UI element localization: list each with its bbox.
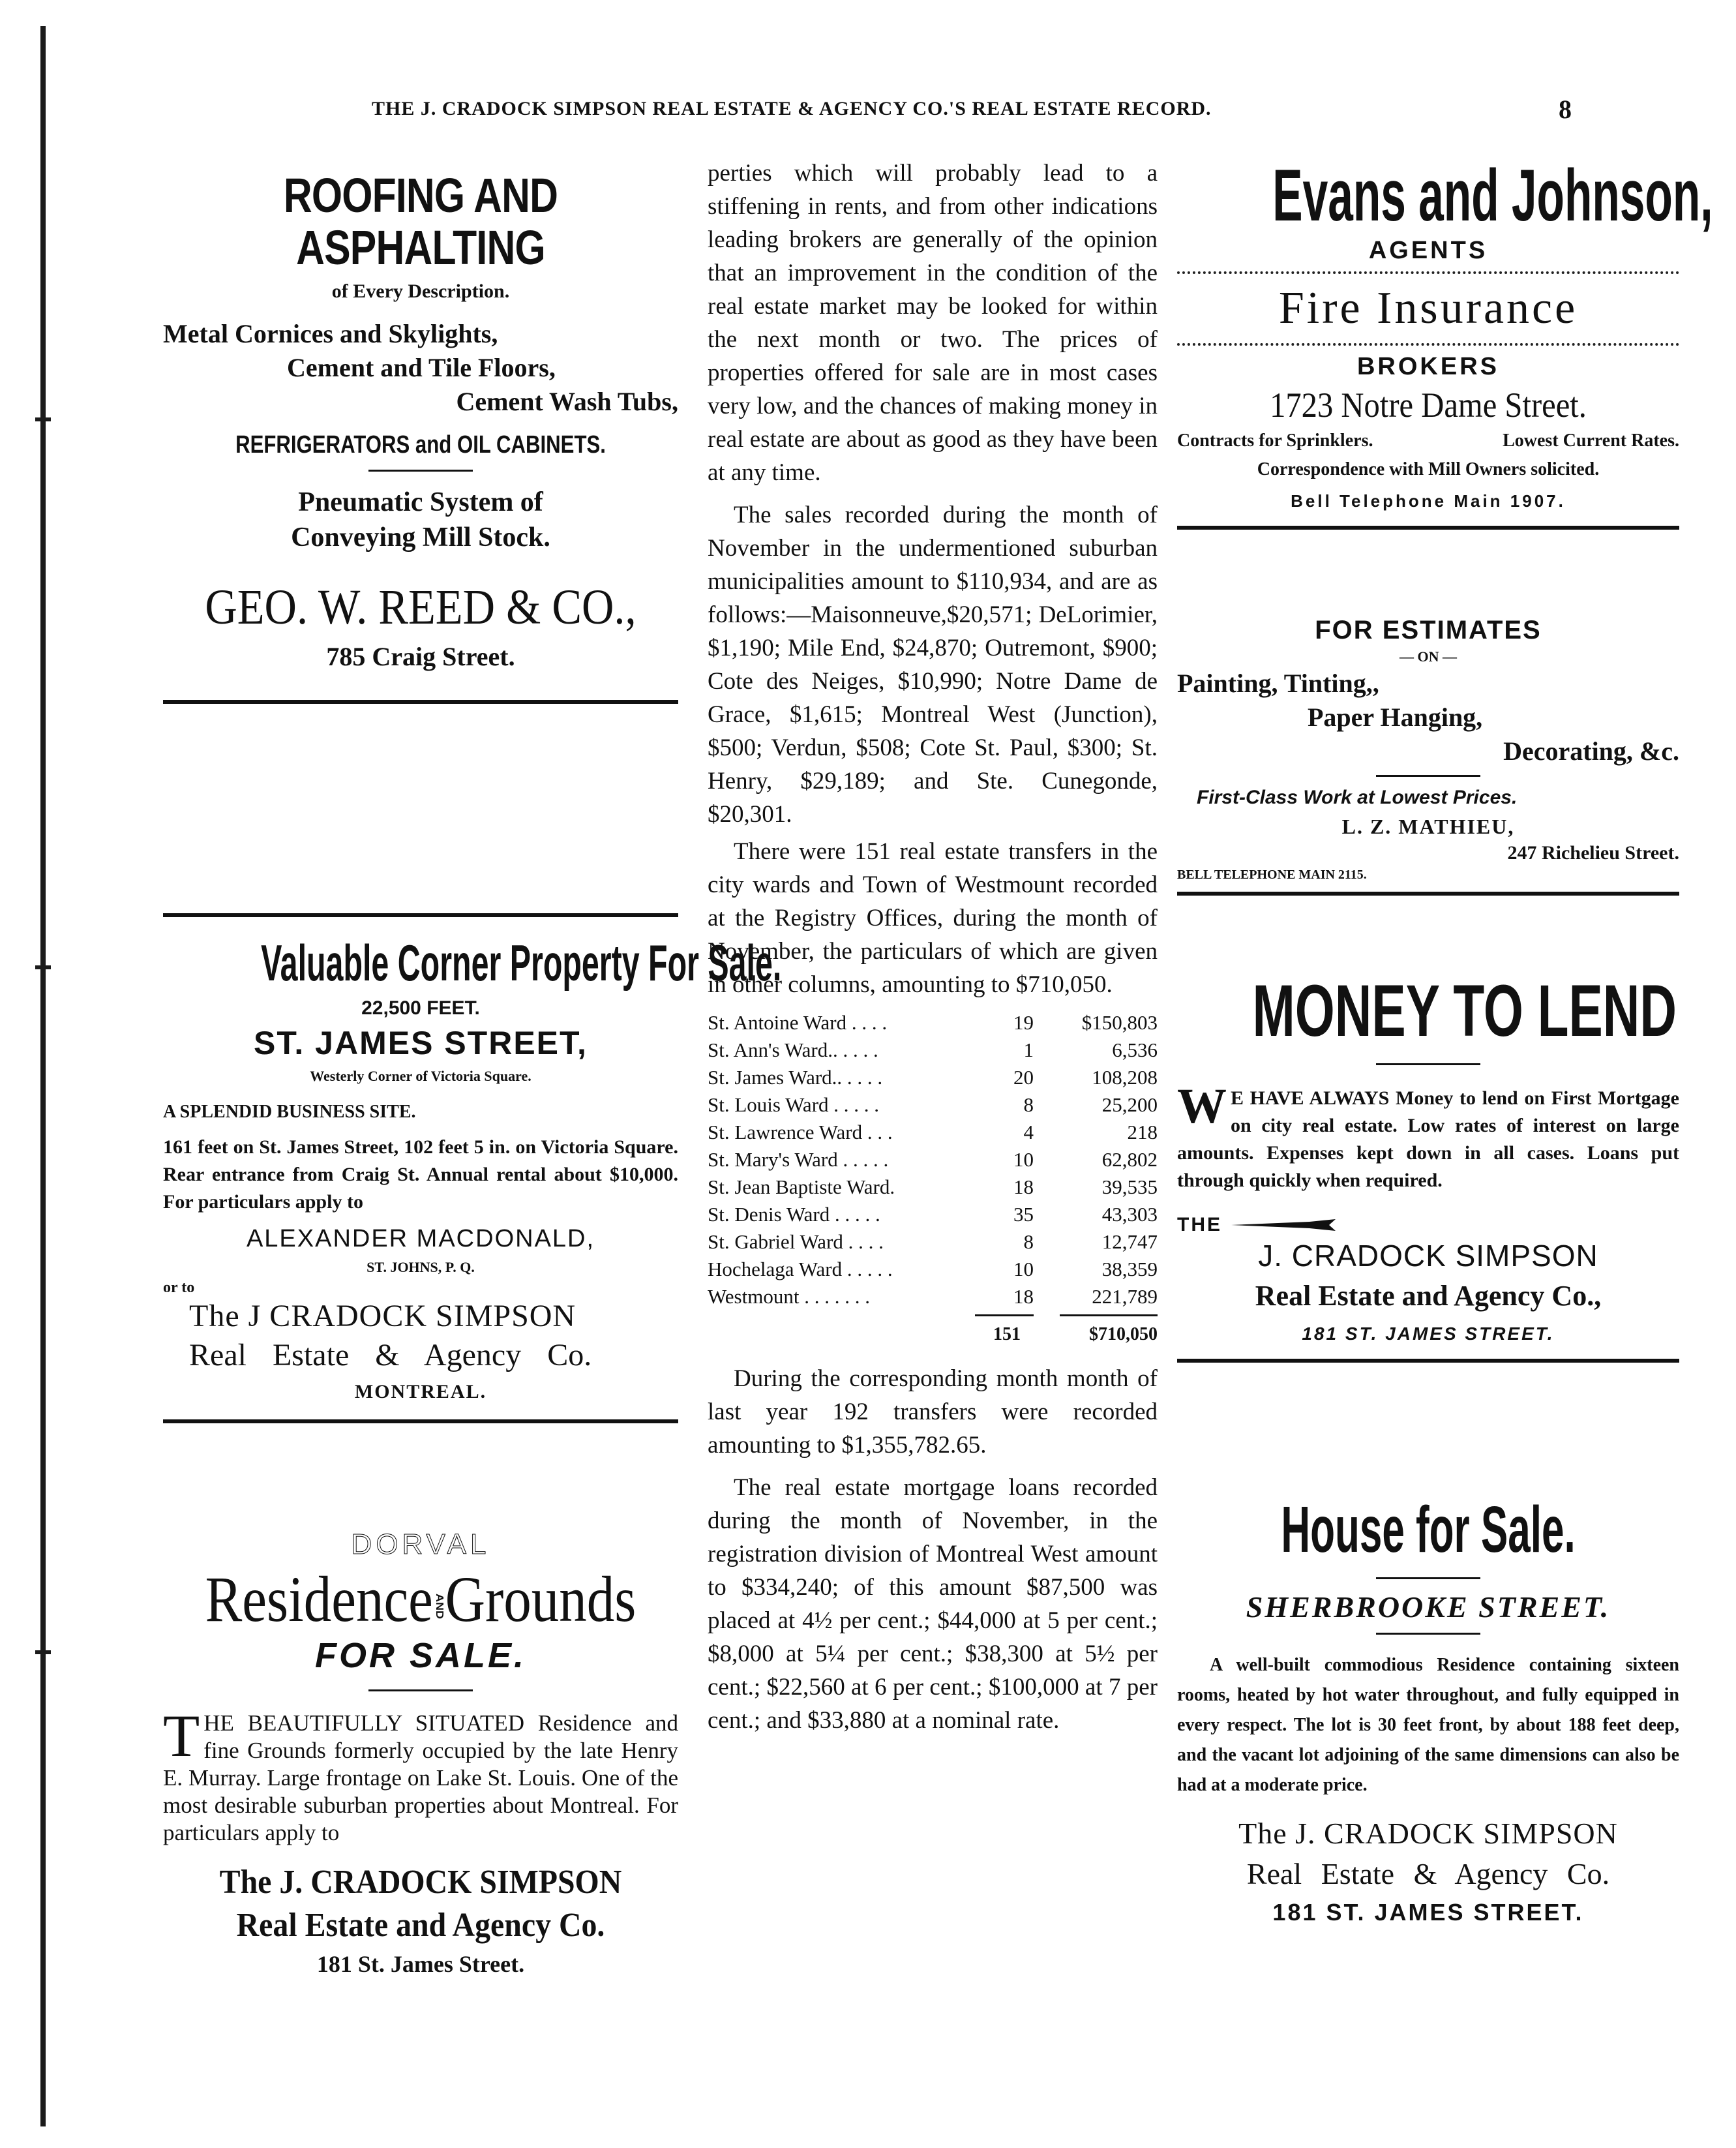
ward-transfers-table bbox=[708, 1009, 1158, 1310]
money-company-line-1: J. CRADOCK SIMPSON bbox=[1258, 1239, 1598, 1273]
corner-agent: ALEXANDER MACDONALD, bbox=[246, 1225, 595, 1252]
house-company-line-1: The J. CRADOCK SIMPSON bbox=[1238, 1817, 1618, 1850]
money-body bbox=[1177, 1079, 1679, 1194]
pneumatic-line-2: Conveying Mill Stock. bbox=[291, 522, 550, 552]
section-rule bbox=[163, 1419, 678, 1423]
corner-property-ad bbox=[163, 913, 782, 1423]
the-label: THE bbox=[1177, 1214, 1222, 1235]
divider bbox=[1376, 1577, 1480, 1579]
ward-name: St. Denis Ward . . . . . bbox=[708, 1203, 880, 1226]
article-paragraph-3: There were 151 real estate transfers in the city wards and Town of Westmount recorded at the Registry Offices, during the month of November, the particulars of which are given in other columns, amounting to $710,050. bbox=[708, 838, 1158, 998]
mathieu-address: 247 Richelieu Street. bbox=[1507, 842, 1679, 864]
ward-count: 1 bbox=[1023, 1038, 1034, 1061]
evans-address: 1723 Notre Dame Street. bbox=[1270, 386, 1587, 425]
roofing-ad bbox=[163, 170, 678, 704]
dropcap-w: W bbox=[1177, 1079, 1227, 1134]
ward-row bbox=[708, 1119, 1158, 1146]
reed-address: 785 Craig Street. bbox=[326, 642, 515, 671]
ward-count: 18 bbox=[1013, 1175, 1034, 1198]
ward-row bbox=[708, 1201, 1158, 1228]
ward-name: St. Gabriel Ward . . . . bbox=[708, 1230, 884, 1253]
money-address: 181 ST. JAMES STREET. bbox=[1302, 1324, 1555, 1344]
brokers-label: BROKERS bbox=[1356, 353, 1500, 380]
section-rule bbox=[1177, 526, 1679, 530]
corner-location: Westerly Corner of Victoria Square. bbox=[310, 1068, 531, 1084]
ward-row bbox=[708, 1091, 1158, 1119]
divider bbox=[1376, 1633, 1480, 1635]
article-paragraph-1: perties which will probably lead to a stiffening in rents, and from other indications leading brokers are generally of the opinion that an improvement in the condition of the real estate market may be looked for within the next month or two. The prices of properties offered for sale are in most cases very low, and the chances of making money in real estate are about as good as they have been at any time. bbox=[708, 160, 1158, 486]
ward-row bbox=[708, 1283, 1158, 1310]
section-rule bbox=[163, 913, 678, 917]
ward-row bbox=[708, 1146, 1158, 1173]
house-body: A well-built commodious Residence containing sixteen rooms, heated by hot water throughout, and fully equipped in every respect. The lot is 30 feet front, by about 188 feet deep, and the vacant lot adjoining of the same dimensions can also be had at a moderate price. bbox=[1177, 1655, 1679, 1795]
residence-grounds-title bbox=[202, 1563, 640, 1636]
ward-row bbox=[708, 1228, 1158, 1256]
ward-amount: 38,359 bbox=[1101, 1258, 1158, 1280]
binding-mark bbox=[35, 417, 51, 421]
correspondence-text: Correspondence with Mill Owners solicited. bbox=[1257, 459, 1600, 479]
dotted-rule bbox=[1177, 271, 1679, 274]
ward-row bbox=[708, 1173, 1158, 1201]
roofing-line-1: Metal Cornices and Skylights, bbox=[163, 319, 498, 348]
corner-street: ST. JAMES STREET, bbox=[254, 1025, 588, 1061]
ward-amount: 12,747 bbox=[1101, 1230, 1158, 1253]
money-title: MONEY TO LEND bbox=[1252, 970, 1677, 1051]
dorval-body-text: HE BEAUTIFULLY SITUATED Residence and fine Grounds formerly occupied by the late Henry E. Murray. Large frontage on Lake St. Louis. One of the most desirable suburban properties about Montreal. For particulars apply to bbox=[163, 1710, 678, 1845]
mathieu-name: L. Z. MATHIEU, bbox=[1341, 815, 1515, 838]
corner-title: Valuable Corner Property For Sale. bbox=[261, 934, 782, 991]
pointing-hand-icon bbox=[1231, 1218, 1336, 1232]
divider bbox=[368, 1689, 473, 1691]
residence-word: Residence bbox=[205, 1563, 433, 1635]
corner-splendid: A SPLENDID BUSINESS SITE. bbox=[163, 1102, 416, 1122]
ward-amount: 221,789 bbox=[1092, 1285, 1158, 1308]
ward-amount: 39,535 bbox=[1101, 1175, 1158, 1198]
ward-amount: 218 bbox=[1127, 1121, 1158, 1143]
ward-name: Westmount . . . . . . . bbox=[708, 1285, 870, 1308]
page-number: 8 bbox=[1559, 95, 1572, 124]
article-paragraph-5: The real estate mortgage loans recorded during the month of November, in the registration division of Montreal West amount to $334,240; of this amount $87,500 was placed at 4½ per cent.; $44,000 at 5 per cent.; $8,000 at 5¼ per cent.; $38,300 at 5½ per cent.; $22,560 at 6 per cent.; $100,000 at 7 per cent.; and $33,880 at a nominal rate. bbox=[708, 1474, 1158, 1734]
section-rule bbox=[1177, 892, 1679, 896]
ward-name: St. Louis Ward . . . . . bbox=[708, 1093, 880, 1116]
dorval-company-line-1: The J. CRADOCK SIMPSON bbox=[219, 1864, 622, 1901]
house-title: House for Sale. bbox=[1281, 1493, 1576, 1566]
ward-count: 20 bbox=[1013, 1066, 1034, 1089]
ward-count: 35 bbox=[1013, 1203, 1034, 1226]
sprinklers-text: Contracts for Sprinklers. bbox=[1177, 431, 1373, 451]
ward-name: St. Mary's Ward . . . . . bbox=[708, 1148, 889, 1171]
corner-company-line-2: Real Estate & Agency Co. bbox=[189, 1338, 592, 1372]
corner-body: 161 feet on St. James Street, 102 feet 5 in. on Victoria Square. Rear entrance from Craig St. Annual rental about $10,000. For particulars apply to bbox=[163, 1136, 678, 1213]
roofing-subtitle: of Every Description. bbox=[331, 280, 510, 302]
roofing-line-4: REFRIGERATORS and OIL CABINETS. bbox=[235, 431, 606, 459]
money-to-lend-ad bbox=[1177, 965, 1679, 1363]
dorval-address: 181 St. James Street. bbox=[316, 1951, 525, 1977]
divider bbox=[1376, 775, 1480, 777]
sherbrooke-street: SHERBROOKE STREET. bbox=[1246, 1590, 1611, 1624]
binding-mark bbox=[35, 965, 51, 969]
binding-mark bbox=[35, 1650, 51, 1654]
estimates-title: FOR ESTIMATES bbox=[1315, 616, 1542, 644]
dorval-title: DORVAL bbox=[351, 1528, 490, 1560]
ward-name: St. James Ward.. . . . . bbox=[708, 1066, 883, 1089]
ward-name: Hochelaga Ward . . . . . bbox=[708, 1258, 893, 1280]
evans-title: Evans and Johnson, bbox=[1272, 155, 1713, 236]
section-rule bbox=[163, 700, 678, 704]
estimates-line-2: Paper Hanging, bbox=[1308, 703, 1483, 732]
corner-agent-place: ST. JOHNS, P. Q. bbox=[367, 1259, 475, 1275]
dorval-for-sale: FOR SALE. bbox=[314, 1636, 526, 1675]
binding-edge bbox=[40, 26, 46, 2126]
house-address: 181 ST. JAMES STREET. bbox=[1272, 1899, 1584, 1926]
corner-or: or to bbox=[163, 1279, 195, 1296]
middle-column bbox=[708, 157, 1158, 1737]
page-header bbox=[0, 95, 1736, 137]
section-rule bbox=[1177, 1359, 1679, 1363]
ward-name: St. Ann's Ward.. . . . . bbox=[708, 1038, 878, 1061]
ward-totals-row bbox=[708, 1316, 1158, 1353]
agents-label: AGENTS bbox=[1368, 237, 1488, 264]
article-paragraph-4: During the corresponding month month of last year 192 transfers were recorded amounting to $1,355,782.65. bbox=[708, 1365, 1158, 1459]
article-paragraph-2: The sales recorded during the month of November in the undermentioned suburban municipalities amount to $110,934, and are as follows:—Maisonneuve,$20,571; DeLorimier, $1,190; Mile End, $24,870; Outremont, $900; Cote des Neiges, $10,990; Notre Dame de Grace, $1,615; Montreal West (Junction), $500; Verdun, $508; Cote St. Paul, $300; St. Henry, $29,189; and Ste. Cunegonde, $20,301. bbox=[708, 502, 1158, 828]
roofing-title: ROOFING AND ASPHALTING bbox=[283, 168, 558, 275]
and-word: AND bbox=[434, 1593, 445, 1619]
corner-city: MONTREAL. bbox=[354, 1381, 487, 1402]
ward-count: 8 bbox=[1023, 1230, 1034, 1253]
estimates-on: — ON — bbox=[1399, 648, 1457, 665]
corner-company-line-1: The J CRADOCK SIMPSON bbox=[189, 1299, 576, 1333]
divider bbox=[368, 470, 473, 472]
ward-count: 10 bbox=[1013, 1148, 1034, 1171]
evans-info-row bbox=[1177, 428, 1679, 454]
ward-amount: 108,208 bbox=[1092, 1066, 1158, 1089]
ward-name: St. Jean Baptiste Ward. bbox=[708, 1175, 895, 1198]
dorval-ad bbox=[163, 1526, 678, 1981]
grounds-word: Grounds bbox=[445, 1563, 636, 1635]
corner-size: 22,500 FEET. bbox=[361, 997, 480, 1019]
ward-name: St. Antoine Ward . . . . bbox=[708, 1011, 888, 1034]
roofing-line-3: Cement Wash Tubs, bbox=[456, 387, 678, 416]
dotted-rule bbox=[1177, 343, 1679, 346]
pneumatic-line-1: Pneumatic System of bbox=[298, 487, 543, 517]
ward-amount: 62,802 bbox=[1101, 1148, 1158, 1171]
ward-name: St. Lawrence Ward . . . bbox=[708, 1121, 893, 1143]
running-title: THE J. CRADOCK SIMPSON REAL ESTATE & AGENCY CO.'S REAL ESTATE RECORD. bbox=[372, 98, 1212, 119]
ward-count: 19 bbox=[1013, 1011, 1034, 1034]
fire-insurance: Fire Insurance bbox=[1278, 283, 1578, 333]
money-company-line-2: Real Estate and Agency Co., bbox=[1255, 1280, 1602, 1312]
rates-text: Lowest Current Rates. bbox=[1503, 431, 1679, 451]
ward-amount: 43,303 bbox=[1101, 1203, 1158, 1226]
total-count: 151 bbox=[993, 1324, 1021, 1344]
evans-phone: Bell Telephone Main 1907. bbox=[1291, 491, 1566, 511]
estimates-ad bbox=[1177, 613, 1679, 896]
first-class-work: First-Class Work at Lowest Prices. bbox=[1197, 787, 1518, 808]
mathieu-phone: BELL TELEPHONE MAIN 2115. bbox=[1177, 868, 1367, 882]
house-company-line-2: Real Estate & Agency Co. bbox=[1246, 1857, 1610, 1890]
total-amount: $710,050 bbox=[1089, 1324, 1158, 1344]
ward-row bbox=[708, 1009, 1158, 1036]
ward-amount: 6,536 bbox=[1112, 1038, 1158, 1061]
ward-count: 10 bbox=[1013, 1258, 1034, 1280]
reed-company-name: GEO. W. REED & CO., bbox=[205, 580, 636, 635]
house-for-sale-ad bbox=[1177, 1487, 1679, 1931]
ward-row bbox=[708, 1064, 1158, 1091]
ward-amount: 25,200 bbox=[1101, 1093, 1158, 1116]
divider bbox=[1376, 1063, 1480, 1065]
ward-count: 4 bbox=[1023, 1121, 1034, 1143]
ward-row bbox=[708, 1256, 1158, 1283]
dorval-company-line-2: Real Estate and Agency Co. bbox=[236, 1907, 605, 1944]
ward-count: 8 bbox=[1023, 1093, 1034, 1116]
the-pointer-row bbox=[1177, 1214, 1679, 1236]
money-body-text: E HAVE ALWAYS Money to lend on First Mortgage on city real estate. Low rates of interest on large amounts. Expenses kept down in all cases. Loans put through quickly when required. bbox=[1177, 1087, 1679, 1191]
ward-amount: $150,803 bbox=[1081, 1011, 1158, 1034]
ward-row bbox=[708, 1036, 1158, 1064]
estimates-line-3: Decorating, &c. bbox=[1503, 736, 1679, 766]
dorval-body bbox=[163, 1702, 678, 1847]
ward-count: 18 bbox=[1013, 1285, 1034, 1308]
dropcap-t: T bbox=[163, 1702, 200, 1769]
estimates-line-1: Painting, Tinting,, bbox=[1177, 669, 1379, 698]
evans-johnson-ad bbox=[1177, 155, 1713, 530]
roofing-line-2: Cement and Tile Floors, bbox=[287, 353, 556, 382]
